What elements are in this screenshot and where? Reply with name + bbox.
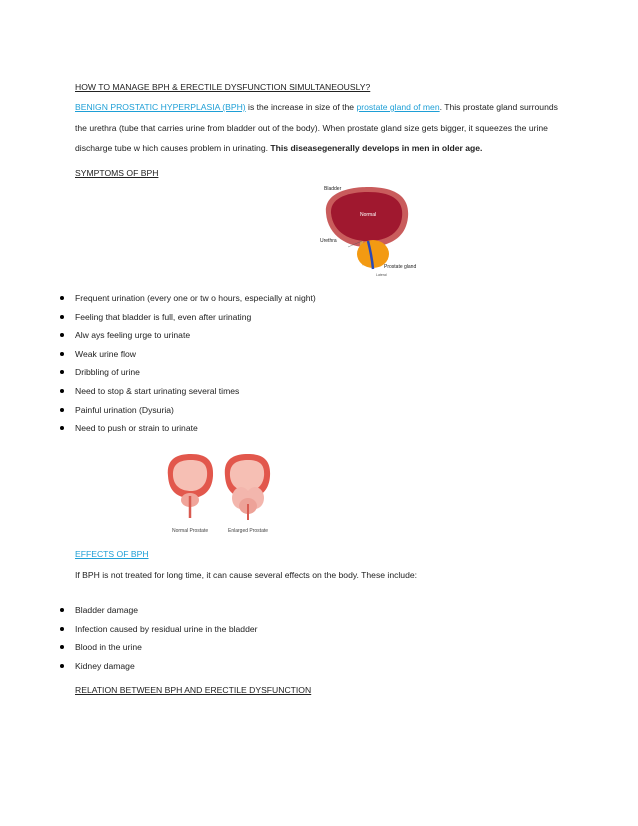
bullet-icon: [60, 370, 64, 374]
label-lateral: Lateral: [376, 273, 387, 277]
bullet-icon: [60, 408, 64, 412]
bullet-icon: [60, 645, 64, 649]
bullet-icon: [60, 352, 64, 356]
intro-paragraph: [75, 97, 571, 159]
bullet-icon: [60, 627, 64, 631]
bph-link[interactable]: BENIGN PROSTATIC HYPERPLASIA (BPH): [75, 102, 246, 112]
bullet-icon: [60, 389, 64, 393]
effects-heading-link[interactable]: EFFECTS OF BPH: [75, 549, 149, 559]
bullet-icon: [60, 426, 64, 430]
document-page: HOW TO MANAGE BPH & ERECTILE DYSFUNCTION SIMULTANEOUSLY? BENIGN PROSTATIC HYPERPLASIA (BPH) is the increase in size of the prostate gland of men. This prostate gland surrounds the urethra (tube that carries urine from bladder out of the body). When prostate gland size gets bigger, it squeezes the urine discharge tube w hich causes problem in urinating. This diseasegenerally develops in men in older age. SYMPTOMS OF BPH Bladder Normal Urethra Prostate gland Lateral Frequent urination (every one or tw o hours, especially at night) Feeling that bladder is full, even after urinating Alw ays feeling urge to urinate Weak urine flow Dribbling of urine Need to stop & start urinating several times Painful urination (Dysuria) Need to push or strain to urinate Normal Prostate Enlarged Prostate EFFECTS OF BPH If BPH is not treated for long time, it can cause several effects on the body. These include: Bladder damage Infection caused by residual urine in the bladder Blood in the urine Kidney damage RELATION BETWEEN BPH AND ERECTILE DYSFUNCTION: [0, 0, 638, 826]
prostate-comparison-image: [164, 452, 276, 538]
page-title: HOW TO MANAGE BPH & ERECTILE DYSFUNCTION SIMULTANEOUSLY?: [75, 82, 371, 92]
effects-intro: If BPH is not treated for long time, it can cause several effects on the body. These include:: [75, 570, 418, 580]
caption-enlarged-prostate: Enlarged Prostate: [228, 528, 269, 534]
bullet-icon: [60, 333, 64, 337]
label-normal: Normal: [360, 212, 377, 218]
intro-text-1: is the increase in size of the: [245, 102, 357, 112]
bladder-diagram-image: [318, 183, 428, 278]
bullet-icon: [60, 296, 64, 300]
caption-normal-prostate: Normal Prostate: [172, 528, 209, 534]
label-bladder: Bladder: [324, 186, 342, 192]
intro-text-2: . This prostate gland surrounds the urethra (tube that carries urine from bladder out of the body). When prostate gland size gets bigger, it squeezes the urine discharge tube w hich causes problem in urinating.: [75, 102, 558, 153]
relation-heading: RELATION BETWEEN BPH AND ERECTILE DYSFUNCTION: [75, 685, 312, 695]
bullet-icon: [60, 608, 64, 612]
bullet-icon: [60, 664, 64, 668]
prostate-gland-link[interactable]: prostate gland of men: [356, 102, 440, 112]
symptoms-heading: SYMPTOMS OF BPH: [75, 168, 159, 178]
label-prostate-gland: Prostate gland: [384, 264, 417, 270]
intro-bold-text: This diseasegenerally develops in men in older age.: [270, 143, 483, 153]
bullet-icon: [60, 315, 64, 319]
label-urethra: Urethra: [320, 238, 337, 244]
